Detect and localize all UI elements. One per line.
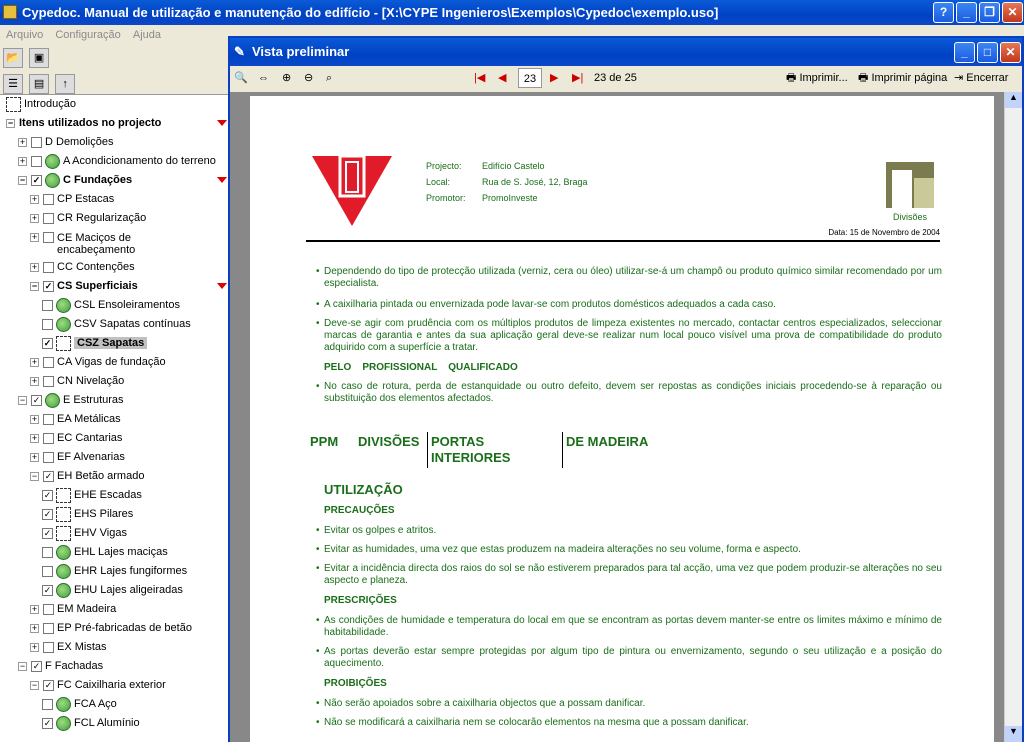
company-logo: [310, 154, 394, 228]
usage-4: • As condições de humidade e temperatura do local em que se encontram as portas devem manter-se entre os limites máximo e mínimo de habitabilidade.: [324, 615, 942, 639]
tree-item-label: EHE Escadas: [74, 489, 142, 501]
checkbox[interactable]: [42, 699, 53, 710]
tree-item-label: A Acondicionamento do terreno: [63, 155, 216, 167]
checkbox[interactable]: [42, 319, 53, 330]
tree-item[interactable]: [30, 410, 121, 429]
restore-button[interactable]: ❐: [979, 2, 1000, 23]
menu-arquivo[interactable]: Arquivo: [6, 29, 44, 41]
expand-icon[interactable]: +: [31, 375, 38, 386]
open-folder-icon[interactable]: 📂: [3, 48, 23, 68]
globe-icon: [56, 583, 71, 598]
usage-2: • Evitar as humidades, uma vez que estas produzem na madeira alterações no seu volume, forma e aspecto.: [324, 544, 942, 556]
tree-item[interactable]: [6, 95, 76, 114]
usage-1: • Evitar os golpes e atritos.: [324, 525, 942, 537]
doc-date: Data: 15 de Novembro de 2004: [828, 228, 940, 237]
zoom-page-icon[interactable]: 🔍: [234, 72, 248, 84]
tree-item-label: D Demolições: [45, 136, 114, 148]
checkbox[interactable]: [42, 300, 53, 311]
tree-item-label: E Estruturas: [63, 394, 124, 406]
tree-item-label: CSZ Sapatas: [74, 337, 147, 349]
checkbox[interactable]: [43, 433, 54, 444]
preview-title: Vista preliminar: [252, 44, 350, 59]
projecto-value: Edifício Castelo: [482, 161, 545, 171]
tree-item[interactable]: [30, 353, 166, 372]
tree-item[interactable]: [6, 114, 161, 133]
header-rule: [306, 240, 940, 242]
zoom-out-icon[interactable]: ⊖: [304, 72, 314, 84]
local-value: Rua de S. José, 12, Braga: [482, 177, 588, 187]
document-page: [250, 96, 994, 742]
tree-item[interactable]: [42, 562, 187, 581]
checkbox[interactable]: [31, 156, 42, 167]
tree-item[interactable]: [30, 448, 125, 467]
tree-item-label: EM Madeira: [57, 603, 117, 615]
fit-width-icon[interactable]: ⇔: [258, 72, 269, 84]
checkbox[interactable]: ✓: [44, 470, 53, 481]
expand-icon[interactable]: +: [31, 212, 38, 223]
globe-icon: [56, 317, 71, 332]
preview-toolbar: [230, 66, 1022, 90]
tree-item-label: FCA Aço: [74, 698, 117, 710]
checkbox[interactable]: [43, 604, 54, 615]
tree-item[interactable]: [42, 315, 191, 334]
tree-item-label: FC Caixilharia exterior: [57, 679, 166, 691]
tree-item-label: CSV Sapatas contínuas: [74, 318, 191, 330]
tree-item[interactable]: [42, 581, 183, 600]
paragraph-2: • A caixilharia pintada ou envernizada pode lavar-se com produtos domésticos adequados a cada caso.: [324, 299, 942, 311]
tree-item[interactable]: [30, 372, 124, 391]
checkbox[interactable]: [43, 262, 54, 273]
divisions-icon: [886, 162, 934, 208]
wrench-icon: ✎: [234, 44, 245, 59]
tree-item-label: EP Pré-fabricadas de betão: [57, 622, 192, 634]
print-page-button[interactable]: [858, 68, 947, 88]
checkbox[interactable]: ✓: [43, 717, 52, 728]
floorplan-icon: [56, 526, 71, 541]
checkbox[interactable]: [43, 452, 54, 463]
globe-icon: [45, 173, 60, 188]
next-page-icon[interactable]: ▶: [550, 72, 559, 84]
globe-icon: [56, 564, 71, 579]
promotor-label: Promotor:: [426, 193, 466, 203]
usage-6: • Não serão apoiados sobre a caixilharia objectos que a possam danificar.: [324, 698, 942, 710]
document-area[interactable]: [230, 92, 1004, 742]
tree-item-label: EHV Vigas: [74, 527, 127, 539]
tree-item-label: EX Mistas: [57, 641, 107, 653]
zoom-in-icon[interactable]: ⊕: [282, 72, 292, 84]
tree-item[interactable]: [42, 486, 142, 505]
proibicoes-heading: PROIBIÇÕES: [324, 678, 387, 689]
tree-item[interactable]: [42, 695, 117, 714]
floorplan-icon: [56, 507, 71, 522]
globe-icon: [56, 716, 71, 731]
checkbox[interactable]: ✓: [44, 679, 53, 690]
collapse-icon[interactable]: −: [31, 280, 38, 291]
collapse-icon[interactable]: −: [19, 394, 26, 405]
tree-item-label: EH Betão armado: [57, 470, 145, 482]
app-title: Cypedoc. Manual de utilização e manutenção do edifício - [X:\CYPE Ingenieros\Exemplos\Cypedoc\exemplo.uso]: [22, 5, 719, 20]
vertical-scrollbar[interactable]: [1004, 92, 1022, 742]
expand-icon[interactable]: +: [31, 603, 38, 614]
checkbox[interactable]: [43, 213, 54, 224]
first-page-icon[interactable]: |◀: [474, 72, 486, 84]
checkbox[interactable]: ✓: [32, 394, 41, 405]
checkbox[interactable]: ✓: [43, 527, 52, 538]
floorplan-icon: [6, 97, 21, 112]
tree-item-label: EHS Pilares: [74, 508, 134, 520]
exit-icon: ⇥: [954, 72, 967, 84]
page-counter: 23 de 25: [594, 72, 637, 84]
tree-item-label: CA Vigas de fundação: [57, 356, 166, 368]
usage-7: • Não se modificará a caixilharia nem se colocarão elementos na mesma que a possam danificar.: [324, 717, 942, 729]
checkbox[interactable]: [42, 547, 53, 558]
tree-item[interactable]: [30, 638, 107, 657]
tree-item-label: FCL Alumínio: [74, 717, 140, 729]
preview-close-button[interactable]: ✕: [1000, 42, 1021, 63]
tree-item-label: Introdução: [24, 98, 76, 110]
collapse-icon[interactable]: −: [31, 679, 38, 690]
print-button[interactable]: [786, 68, 848, 88]
divisions-caption: Divisões: [892, 212, 927, 222]
prescricoes-heading: PRESCRIÇÕES: [324, 595, 397, 606]
expand-icon[interactable]: +: [31, 356, 38, 367]
tree-item[interactable]: [18, 391, 124, 410]
scroll-down-icon[interactable]: ▼: [1005, 726, 1022, 742]
utilizacao-heading: UTILIZAÇÃO: [324, 482, 403, 497]
paragraph-4: • No caso de rotura, perda de estanquidade ou outro defeito, devem ser repostas as condições iniciais procedendo-se à reparação ou substituição dos elementos afectados.: [324, 381, 942, 405]
close-button[interactable]: ✕: [1002, 2, 1023, 23]
floorplan-icon: [56, 488, 71, 503]
preview-maximize-button[interactable]: □: [977, 42, 998, 63]
tree-item[interactable]: [42, 334, 147, 353]
section-divisoes: DIVISÕES: [358, 434, 420, 449]
expand-icon[interactable]: +: [31, 261, 38, 272]
expand-icon[interactable]: +: [31, 432, 38, 443]
page-number-input[interactable]: 23: [518, 68, 542, 88]
tree-item[interactable]: [18, 152, 216, 171]
checkbox[interactable]: ✓: [43, 584, 52, 595]
precaucoes-heading: PRECAUÇÕES: [324, 505, 395, 516]
tree-item-label: C Fundações: [63, 174, 133, 186]
preview-window: [228, 36, 1024, 742]
checkbox[interactable]: ✓: [43, 508, 52, 519]
tree-item[interactable]: [30, 600, 116, 619]
tree-item[interactable]: [42, 505, 133, 524]
preview-minimize-button[interactable]: _: [954, 42, 975, 63]
tree-item-label: EC Cantarias: [57, 432, 123, 444]
warning-marker-icon: [217, 177, 227, 183]
checkbox[interactable]: ✓: [43, 489, 52, 500]
tree-item-label: F Fachadas: [45, 660, 104, 672]
checkbox[interactable]: [43, 232, 54, 243]
tree-item-label: EA Metálicas: [57, 413, 121, 425]
print-page-icon: 🖶: [858, 72, 872, 84]
checkbox[interactable]: [43, 376, 54, 387]
tree-item-label: CS Superficiais: [57, 280, 138, 292]
tree-item[interactable]: [30, 190, 114, 209]
expand-icon[interactable]: +: [31, 641, 38, 652]
print-page-label: Imprimir página: [871, 72, 948, 84]
list-view-icon[interactable]: ▤: [29, 74, 49, 94]
globe-icon: [56, 545, 71, 560]
collapse-icon[interactable]: −: [7, 117, 14, 128]
app-title-bar: [0, 0, 1024, 25]
tree-item-label: CP Estacas: [57, 193, 115, 205]
checkbox[interactable]: ✓: [32, 660, 41, 671]
chapter-tree: [0, 95, 230, 742]
paragraph-3: • Deve-se agir com prudência com os múltiplos produtos de limpeza existentes no mercado, contactar centros especializados, seleccionar marcas de garantia e antes da sua aplicação geral deve-se realizar num local pouco visível uma prova de compatibilidade do produto adquirido com a superfície a tratar.: [324, 318, 942, 354]
save-icon[interactable]: ▣: [29, 48, 49, 68]
tree-item[interactable]: [30, 429, 122, 448]
tree-item[interactable]: [42, 714, 140, 733]
app-icon: [3, 5, 17, 19]
checkbox[interactable]: [43, 194, 54, 205]
warning-marker-icon: [217, 283, 227, 289]
globe-icon: [45, 154, 60, 169]
tree-item-label: CE Maciços de encabeçamento: [57, 232, 136, 256]
printer-icon: 🖶: [786, 72, 800, 84]
expand-icon[interactable]: +: [31, 451, 38, 462]
usage-5: • As portas deverão estar sempre protegidas por algum tipo de pintura ou envernizamento, segundo o seu utilização e a posição do aquecimento.: [324, 646, 942, 670]
floorplan-icon: [56, 336, 71, 351]
tree-item-label: Itens utilizados no projecto: [19, 117, 162, 129]
last-page-icon[interactable]: ▶|: [572, 72, 584, 84]
zoom-custom-icon[interactable]: ⌕: [326, 72, 333, 84]
tree-toolbar: [0, 71, 230, 95]
collapse-icon[interactable]: −: [31, 470, 38, 481]
expand-icon[interactable]: +: [19, 136, 26, 147]
tree-item[interactable]: [30, 619, 192, 638]
expand-icon[interactable]: +: [31, 231, 38, 242]
globe-icon: [56, 298, 71, 313]
section-code: PPM: [310, 434, 339, 449]
tree-item-label: EHL Lajes maciças: [74, 546, 168, 558]
preview-title-bar: [230, 38, 1022, 66]
tree-item[interactable]: [18, 657, 103, 676]
section-divider-1: [427, 432, 428, 468]
checkbox[interactable]: [43, 642, 54, 653]
promotor-value: PromoInveste: [482, 193, 538, 203]
checkbox[interactable]: [43, 414, 54, 425]
up-arrow-icon[interactable]: ↑: [55, 74, 75, 94]
checkbox[interactable]: [43, 623, 54, 634]
tree-item[interactable]: [42, 296, 180, 315]
main-toolbar: [0, 45, 230, 71]
checkbox[interactable]: [31, 137, 42, 148]
heading-pelo-profissional: PELO PROFISSIONAL QUALIFICADO: [324, 362, 518, 373]
checkbox[interactable]: ✓: [44, 280, 53, 291]
tree-item[interactable]: [30, 277, 138, 296]
tree-item[interactable]: [30, 209, 146, 228]
globe-icon: [45, 393, 60, 408]
menu-ajuda[interactable]: Ajuda: [132, 29, 161, 41]
checkbox[interactable]: ✓: [32, 174, 41, 185]
tree-item-label: CC Contenções: [57, 261, 135, 273]
close-preview-button[interactable]: [954, 68, 1008, 88]
section-madeira: DE MADEIRA: [566, 434, 649, 449]
expand-icon[interactable]: +: [31, 622, 38, 633]
usage-3: • Evitar a incidência directa dos raios do sol se não estiverem preparados para tal acção, uma vez que podem produzir-se alterações no seu aspecto e planeza.: [324, 563, 942, 587]
close-preview-label: Encerrar: [966, 72, 1009, 84]
paragraph-1: • Dependendo do tipo de protecção utilizada (verniz, cera ou óleo) utilizar-se-á um champô ou produto químico similar recomendado por um especialista.: [324, 266, 942, 290]
prev-page-icon[interactable]: ◀: [498, 72, 507, 84]
local-label: Local:: [426, 177, 451, 187]
tree-item-label: EF Alvenarias: [57, 451, 125, 463]
checkbox[interactable]: [43, 357, 54, 368]
warning-marker-icon: [217, 120, 227, 126]
section-portas: PORTAS INTERIORES: [431, 434, 511, 465]
tree-item-label: CSL Ensoleiramentos: [74, 299, 180, 311]
menu-configuracao[interactable]: Configuração: [55, 29, 121, 41]
minimize-button[interactable]: _: [956, 2, 977, 23]
tree-item[interactable]: [30, 467, 144, 486]
expand-icon[interactable]: +: [31, 193, 38, 204]
tree-item-label: CR Regularização: [57, 212, 147, 224]
tree-item[interactable]: [30, 676, 166, 695]
section-divider-2: [562, 432, 563, 468]
tree-item[interactable]: [30, 258, 135, 277]
tree-item[interactable]: [42, 543, 168, 562]
tree-item[interactable]: [18, 133, 113, 152]
tree-item-label: EHR Lajes fungiformes: [74, 565, 188, 577]
collapse-icon[interactable]: −: [19, 174, 26, 185]
tree-item-label: CN Nivelação: [57, 375, 125, 387]
globe-icon: [56, 697, 71, 712]
collapse-icon[interactable]: −: [19, 660, 26, 671]
checkbox[interactable]: [42, 566, 53, 577]
scroll-up-icon[interactable]: ▲: [1005, 92, 1022, 108]
tree-item-label: EHU Lajes aligeiradas: [74, 584, 183, 596]
tree-item[interactable]: [30, 228, 167, 256]
tree-item[interactable]: [18, 171, 132, 190]
projecto-label: Projecto:: [426, 161, 462, 171]
tree-item[interactable]: [42, 524, 127, 543]
expand-icon[interactable]: +: [31, 413, 38, 424]
tree-view-icon[interactable]: ☰: [3, 74, 23, 94]
help-button[interactable]: ?: [933, 2, 954, 23]
checkbox[interactable]: ✓: [43, 337, 52, 348]
print-label: Imprimir...: [799, 72, 848, 84]
expand-icon[interactable]: +: [19, 155, 26, 166]
